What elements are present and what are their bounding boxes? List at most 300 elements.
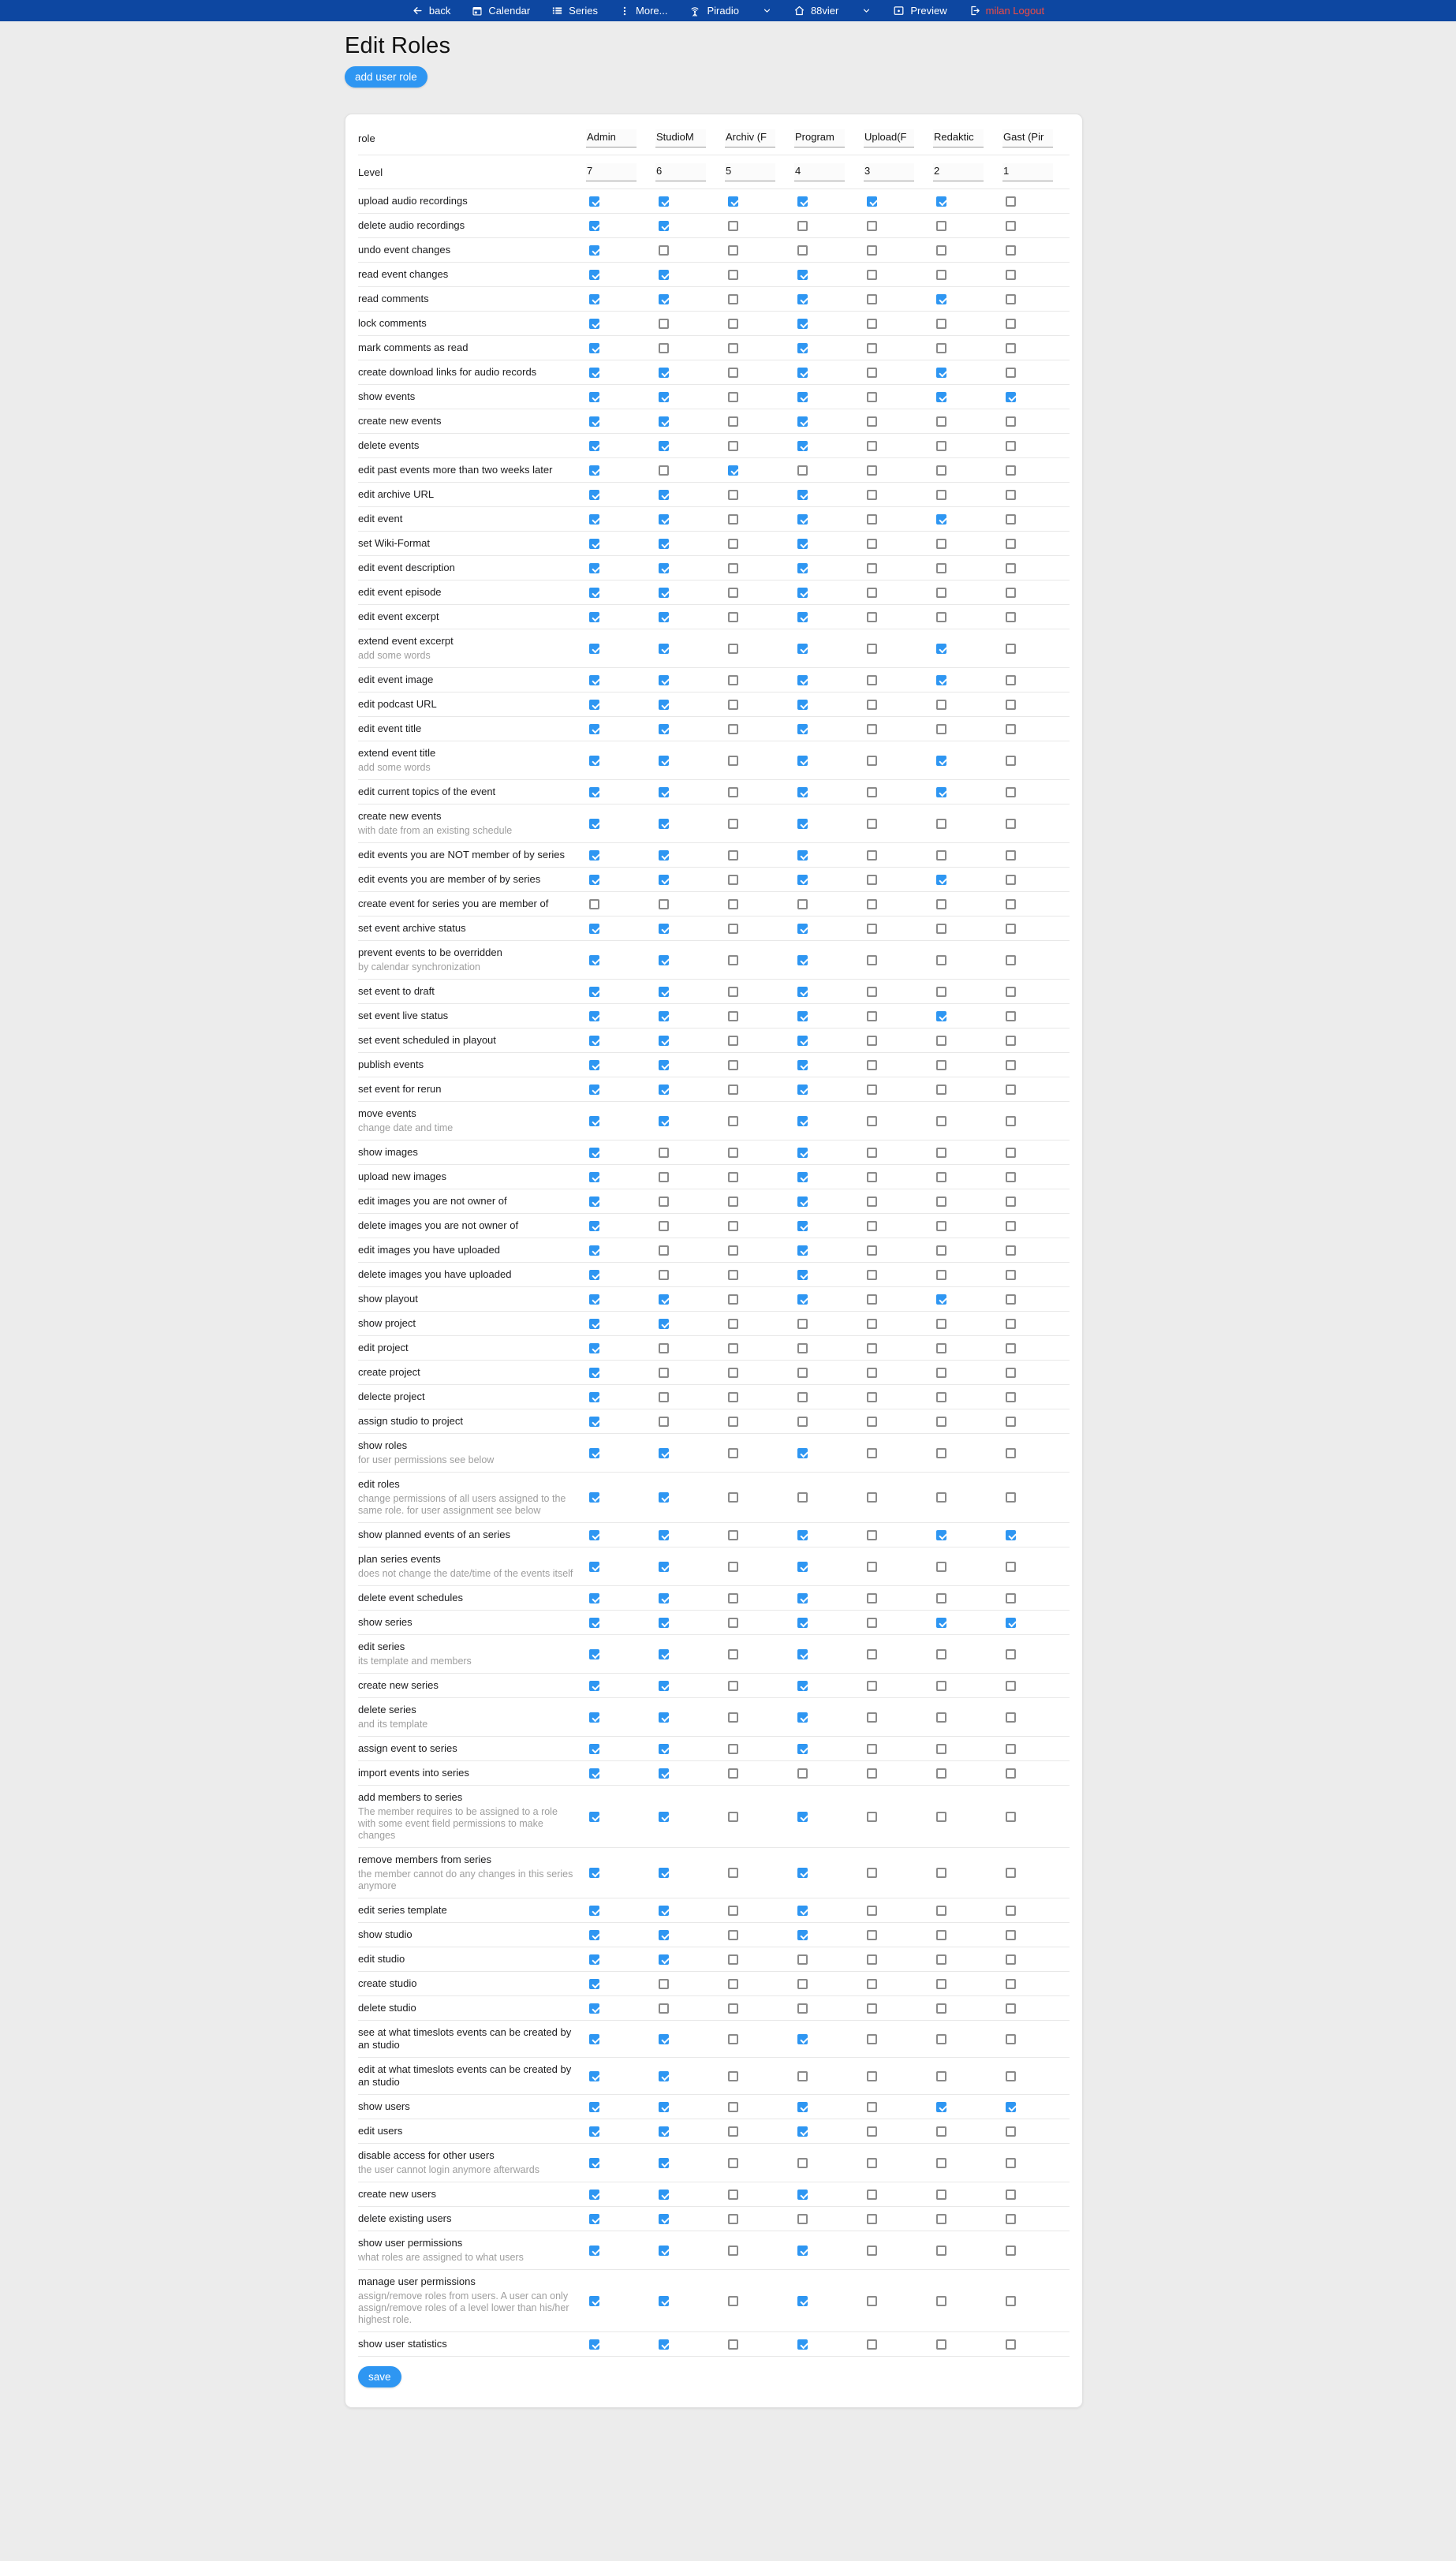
permission-checkbox-unchecked[interactable] <box>1006 1060 1016 1070</box>
permission-checkbox-checked[interactable] <box>797 563 808 573</box>
permission-checkbox-unchecked[interactable] <box>867 899 877 909</box>
permission-checkbox-unchecked[interactable] <box>1006 1712 1016 1723</box>
permission-checkbox-unchecked[interactable] <box>1006 1954 1016 1965</box>
permission-checkbox-unchecked[interactable] <box>867 2003 877 2014</box>
permission-checkbox-checked[interactable] <box>797 1593 808 1603</box>
permission-checkbox-checked[interactable] <box>659 539 669 549</box>
permission-checkbox-unchecked[interactable] <box>728 368 738 378</box>
role-level-input[interactable] <box>794 163 845 181</box>
permission-checkbox-unchecked[interactable] <box>1006 1036 1016 1046</box>
permission-checkbox-checked[interactable] <box>659 2034 669 2044</box>
permission-checkbox-unchecked[interactable] <box>728 2071 738 2081</box>
permission-checkbox-checked[interactable] <box>589 416 599 427</box>
permission-checkbox-unchecked[interactable] <box>1006 1906 1016 1916</box>
permission-checkbox-checked[interactable] <box>936 875 946 885</box>
permission-checkbox-unchecked[interactable] <box>728 1448 738 1458</box>
permission-checkbox-unchecked[interactable] <box>1006 465 1016 476</box>
permission-checkbox-unchecked[interactable] <box>728 1245 738 1256</box>
permission-checkbox-unchecked[interactable] <box>867 490 877 500</box>
permission-checkbox-unchecked[interactable] <box>797 245 808 256</box>
permission-checkbox-checked[interactable] <box>589 2102 599 2112</box>
permission-checkbox-checked[interactable] <box>589 196 599 207</box>
permission-checkbox-unchecked[interactable] <box>936 2034 946 2044</box>
permission-checkbox-checked[interactable] <box>589 1979 599 1989</box>
permission-checkbox-unchecked[interactable] <box>728 924 738 934</box>
permission-checkbox-checked[interactable] <box>659 1744 669 1754</box>
permission-checkbox-unchecked[interactable] <box>867 955 877 965</box>
permission-checkbox-unchecked[interactable] <box>1006 1744 1016 1754</box>
permission-checkbox-unchecked[interactable] <box>936 1392 946 1402</box>
permission-checkbox-checked[interactable] <box>797 1906 808 1916</box>
permission-checkbox-unchecked[interactable] <box>936 1036 946 1046</box>
permission-checkbox-checked[interactable] <box>936 1618 946 1628</box>
permission-checkbox-checked[interactable] <box>589 392 599 402</box>
permission-checkbox-unchecked[interactable] <box>867 1197 877 1207</box>
permission-checkbox-unchecked[interactable] <box>867 2190 877 2200</box>
permission-checkbox-checked[interactable] <box>797 787 808 797</box>
permission-checkbox-checked[interactable] <box>589 514 599 525</box>
permission-checkbox-unchecked[interactable] <box>867 368 877 378</box>
permission-checkbox-unchecked[interactable] <box>936 1954 946 1965</box>
permission-checkbox-unchecked[interactable] <box>1006 2126 1016 2137</box>
permission-checkbox-checked[interactable] <box>797 368 808 378</box>
permission-checkbox-unchecked[interactable] <box>797 2071 808 2081</box>
permission-checkbox-unchecked[interactable] <box>659 465 669 476</box>
permission-checkbox-unchecked[interactable] <box>867 1593 877 1603</box>
permission-checkbox-unchecked[interactable] <box>867 1116 877 1126</box>
permission-checkbox-checked[interactable] <box>659 1060 669 1070</box>
permission-checkbox-checked[interactable] <box>589 588 599 598</box>
permission-checkbox-unchecked[interactable] <box>936 924 946 934</box>
permission-checkbox-checked[interactable] <box>589 1593 599 1603</box>
permission-checkbox-unchecked[interactable] <box>797 221 808 231</box>
permission-checkbox-checked[interactable] <box>659 2102 669 2112</box>
permission-checkbox-unchecked[interactable] <box>1006 2339 1016 2350</box>
permission-checkbox-unchecked[interactable] <box>1006 343 1016 353</box>
permission-checkbox-unchecked[interactable] <box>867 1319 877 1329</box>
permission-checkbox-unchecked[interactable] <box>1006 2034 1016 2044</box>
permission-checkbox-checked[interactable] <box>659 2158 669 2168</box>
permission-checkbox-checked[interactable] <box>797 2296 808 2306</box>
permission-checkbox-unchecked[interactable] <box>728 1930 738 1940</box>
permission-checkbox-unchecked[interactable] <box>1006 955 1016 965</box>
permission-checkbox-checked[interactable] <box>797 1294 808 1305</box>
permission-checkbox-unchecked[interactable] <box>659 245 669 256</box>
permission-checkbox-checked[interactable] <box>589 1448 599 1458</box>
permission-checkbox-checked[interactable] <box>589 368 599 378</box>
permission-checkbox-checked[interactable] <box>589 1245 599 1256</box>
permission-checkbox-checked[interactable] <box>936 1294 946 1305</box>
permission-checkbox-checked[interactable] <box>797 644 808 654</box>
role-name-input[interactable] <box>1002 129 1053 147</box>
permission-checkbox-unchecked[interactable] <box>1006 987 1016 997</box>
permission-checkbox-unchecked[interactable] <box>936 1245 946 1256</box>
permission-checkbox-unchecked[interactable] <box>936 1906 946 1916</box>
permission-checkbox-checked[interactable] <box>589 2126 599 2137</box>
permission-checkbox-checked[interactable] <box>797 675 808 685</box>
permission-checkbox-unchecked[interactable] <box>728 2190 738 2200</box>
permission-checkbox-unchecked[interactable] <box>1006 1085 1016 1095</box>
permission-checkbox-unchecked[interactable] <box>936 612 946 622</box>
permission-checkbox-checked[interactable] <box>1006 1530 1016 1540</box>
permission-checkbox-checked[interactable] <box>589 1197 599 1207</box>
permission-checkbox-unchecked[interactable] <box>867 319 877 329</box>
permission-checkbox-unchecked[interactable] <box>936 2071 946 2081</box>
permission-checkbox-unchecked[interactable] <box>867 588 877 598</box>
permission-checkbox-unchecked[interactable] <box>728 1768 738 1779</box>
permission-checkbox-checked[interactable] <box>797 1148 808 1158</box>
permission-checkbox-unchecked[interactable] <box>867 343 877 353</box>
nav-piradio[interactable]: Piradio <box>689 5 738 17</box>
permission-checkbox-unchecked[interactable] <box>728 1712 738 1723</box>
permission-checkbox-unchecked[interactable] <box>728 490 738 500</box>
permission-checkbox-unchecked[interactable] <box>1006 1319 1016 1329</box>
permission-checkbox-unchecked[interactable] <box>867 1036 877 1046</box>
permission-checkbox-checked[interactable] <box>659 1319 669 1329</box>
permission-checkbox-unchecked[interactable] <box>1006 2003 1016 2014</box>
permission-checkbox-checked[interactable] <box>659 1812 669 1822</box>
permission-checkbox-unchecked[interactable] <box>659 1979 669 1989</box>
permission-checkbox-checked[interactable] <box>589 1649 599 1659</box>
permission-checkbox-unchecked[interactable] <box>867 1906 877 1916</box>
permission-checkbox-unchecked[interactable] <box>936 539 946 549</box>
permission-checkbox-checked[interactable] <box>659 1930 669 1940</box>
permission-checkbox-unchecked[interactable] <box>936 1148 946 1158</box>
permission-checkbox-unchecked[interactable] <box>728 1618 738 1628</box>
permission-checkbox-unchecked[interactable] <box>728 1116 738 1126</box>
permission-checkbox-checked[interactable] <box>589 1368 599 1378</box>
permission-checkbox-unchecked[interactable] <box>728 1530 738 1540</box>
permission-checkbox-checked[interactable] <box>589 612 599 622</box>
permission-checkbox-unchecked[interactable] <box>728 1343 738 1353</box>
permission-checkbox-unchecked[interactable] <box>728 644 738 654</box>
permission-checkbox-unchecked[interactable] <box>728 2126 738 2137</box>
permission-checkbox-unchecked[interactable] <box>867 1294 877 1305</box>
permission-checkbox-unchecked[interactable] <box>728 1417 738 1427</box>
permission-checkbox-unchecked[interactable] <box>867 1562 877 1572</box>
permission-checkbox-checked[interactable] <box>589 1270 599 1280</box>
permission-checkbox-checked[interactable] <box>659 1448 669 1458</box>
permission-checkbox-checked[interactable] <box>589 1618 599 1628</box>
permission-checkbox-checked[interactable] <box>589 2339 599 2350</box>
permission-checkbox-checked[interactable] <box>659 2071 669 2081</box>
nav-back[interactable]: back <box>412 5 450 17</box>
nav-calendar[interactable]: Calendar <box>472 5 530 17</box>
permission-checkbox-unchecked[interactable] <box>936 2339 946 2350</box>
permission-checkbox-unchecked[interactable] <box>1006 2246 1016 2256</box>
permission-checkbox-checked[interactable] <box>589 850 599 861</box>
permission-checkbox-unchecked[interactable] <box>1006 1172 1016 1182</box>
permission-checkbox-unchecked[interactable] <box>936 1221 946 1231</box>
permission-checkbox-unchecked[interactable] <box>1006 1392 1016 1402</box>
permission-checkbox-unchecked[interactable] <box>936 850 946 861</box>
permission-checkbox-unchecked[interactable] <box>1006 924 1016 934</box>
permission-checkbox-unchecked[interactable] <box>659 1245 669 1256</box>
permission-checkbox-unchecked[interactable] <box>936 2246 946 2256</box>
permission-checkbox-checked[interactable] <box>797 1649 808 1659</box>
permission-checkbox-unchecked[interactable] <box>1006 368 1016 378</box>
permission-checkbox-checked[interactable] <box>797 490 808 500</box>
permission-checkbox-unchecked[interactable] <box>1006 1270 1016 1280</box>
permission-checkbox-checked[interactable] <box>589 563 599 573</box>
permission-checkbox-checked[interactable] <box>589 987 599 997</box>
role-level-input[interactable] <box>655 163 706 181</box>
permission-checkbox-unchecked[interactable] <box>728 1906 738 1916</box>
permission-checkbox-checked[interactable] <box>659 368 669 378</box>
permission-checkbox-checked[interactable] <box>659 1562 669 1572</box>
permission-checkbox-unchecked[interactable] <box>936 1116 946 1126</box>
permission-checkbox-checked[interactable] <box>589 1812 599 1822</box>
permission-checkbox-unchecked[interactable] <box>728 1148 738 1158</box>
permission-checkbox-checked[interactable] <box>659 1085 669 1095</box>
permission-checkbox-unchecked[interactable] <box>867 2246 877 2256</box>
permission-checkbox-checked[interactable] <box>589 875 599 885</box>
permission-checkbox-unchecked[interactable] <box>936 343 946 353</box>
permission-checkbox-unchecked[interactable] <box>659 1270 669 1280</box>
permission-checkbox-unchecked[interactable] <box>1006 319 1016 329</box>
save-button[interactable]: save <box>358 2366 401 2387</box>
permission-checkbox-checked[interactable] <box>659 1530 669 1540</box>
permission-checkbox-unchecked[interactable] <box>728 2034 738 2044</box>
role-name-input[interactable] <box>864 129 914 147</box>
permission-checkbox-unchecked[interactable] <box>1006 1492 1016 1503</box>
permission-checkbox-checked[interactable] <box>589 1116 599 1126</box>
permission-checkbox-checked[interactable] <box>589 343 599 353</box>
permission-checkbox-checked[interactable] <box>659 1011 669 1021</box>
permission-checkbox-unchecked[interactable] <box>867 441 877 451</box>
permission-checkbox-unchecked[interactable] <box>1006 899 1016 909</box>
permission-checkbox-unchecked[interactable] <box>728 2339 738 2350</box>
permission-checkbox-unchecked[interactable] <box>728 1744 738 1754</box>
permission-checkbox-checked[interactable] <box>589 2296 599 2306</box>
permission-checkbox-checked[interactable] <box>589 675 599 685</box>
permission-checkbox-unchecked[interactable] <box>867 2034 877 2044</box>
permission-checkbox-unchecked[interactable] <box>936 416 946 427</box>
permission-checkbox-unchecked[interactable] <box>936 1812 946 1822</box>
permission-checkbox-unchecked[interactable] <box>1006 514 1016 525</box>
permission-checkbox-checked[interactable] <box>797 1085 808 1095</box>
permission-checkbox-checked[interactable] <box>797 819 808 829</box>
permission-checkbox-unchecked[interactable] <box>867 644 877 654</box>
permission-checkbox-checked[interactable] <box>589 1417 599 1427</box>
permission-checkbox-unchecked[interactable] <box>936 1197 946 1207</box>
permission-checkbox-checked[interactable] <box>936 196 946 207</box>
permission-checkbox-checked[interactable] <box>797 1868 808 1878</box>
permission-checkbox-checked[interactable] <box>589 490 599 500</box>
permission-checkbox-unchecked[interactable] <box>867 1530 877 1540</box>
permission-checkbox-checked[interactable] <box>589 245 599 256</box>
permission-checkbox-unchecked[interactable] <box>936 1085 946 1095</box>
permission-checkbox-unchecked[interactable] <box>728 1868 738 1878</box>
permission-checkbox-unchecked[interactable] <box>1006 245 1016 256</box>
permission-checkbox-checked[interactable] <box>589 700 599 710</box>
permission-checkbox-unchecked[interactable] <box>728 539 738 549</box>
permission-checkbox-checked[interactable] <box>659 644 669 654</box>
permission-checkbox-unchecked[interactable] <box>936 899 946 909</box>
permission-checkbox-unchecked[interactable] <box>797 1768 808 1779</box>
permission-checkbox-unchecked[interactable] <box>867 294 877 304</box>
permission-checkbox-unchecked[interactable] <box>728 987 738 997</box>
permission-checkbox-checked[interactable] <box>589 294 599 304</box>
permission-checkbox-checked[interactable] <box>797 270 808 280</box>
permission-checkbox-unchecked[interactable] <box>728 1197 738 1207</box>
permission-checkbox-unchecked[interactable] <box>867 563 877 573</box>
permission-checkbox-unchecked[interactable] <box>867 2126 877 2137</box>
permission-checkbox-unchecked[interactable] <box>728 2102 738 2112</box>
permission-checkbox-unchecked[interactable] <box>728 1172 738 1182</box>
permission-checkbox-unchecked[interactable] <box>1006 539 1016 549</box>
permission-checkbox-unchecked[interactable] <box>797 1979 808 1989</box>
permission-checkbox-checked[interactable] <box>797 1245 808 1256</box>
permission-checkbox-unchecked[interactable] <box>728 875 738 885</box>
permission-checkbox-unchecked[interactable] <box>659 1148 669 1158</box>
permission-checkbox-unchecked[interactable] <box>797 2003 808 2014</box>
permission-checkbox-unchecked[interactable] <box>728 441 738 451</box>
permission-checkbox-checked[interactable] <box>797 875 808 885</box>
permission-checkbox-checked[interactable] <box>659 700 669 710</box>
permission-checkbox-unchecked[interactable] <box>1006 1011 1016 1021</box>
permission-checkbox-checked[interactable] <box>589 465 599 476</box>
permission-checkbox-unchecked[interactable] <box>1006 1116 1016 1126</box>
permission-checkbox-unchecked[interactable] <box>867 1172 877 1182</box>
permission-checkbox-unchecked[interactable] <box>797 899 808 909</box>
permission-checkbox-unchecked[interactable] <box>936 1417 946 1427</box>
permission-checkbox-checked[interactable] <box>659 1492 669 1503</box>
permission-checkbox-unchecked[interactable] <box>728 588 738 598</box>
permission-checkbox-checked[interactable] <box>659 196 669 207</box>
permission-checkbox-checked[interactable] <box>797 1270 808 1280</box>
permission-checkbox-unchecked[interactable] <box>867 724 877 734</box>
permission-checkbox-unchecked[interactable] <box>867 850 877 861</box>
permission-checkbox-checked[interactable] <box>797 1197 808 1207</box>
permission-checkbox-checked[interactable] <box>797 724 808 734</box>
permission-checkbox-checked[interactable] <box>589 1744 599 1754</box>
permission-checkbox-unchecked[interactable] <box>867 2339 877 2350</box>
permission-checkbox-unchecked[interactable] <box>1006 563 1016 573</box>
permission-checkbox-unchecked[interactable] <box>936 1868 946 1878</box>
permission-checkbox-checked[interactable] <box>589 1392 599 1402</box>
permission-checkbox-checked[interactable] <box>797 441 808 451</box>
permission-checkbox-unchecked[interactable] <box>936 245 946 256</box>
permission-checkbox-checked[interactable] <box>589 787 599 797</box>
role-name-input[interactable] <box>655 129 706 147</box>
permission-checkbox-checked[interactable] <box>936 392 946 402</box>
permission-checkbox-unchecked[interactable] <box>867 1492 877 1503</box>
permission-checkbox-checked[interactable] <box>589 2158 599 2168</box>
permission-checkbox-checked[interactable] <box>797 1530 808 1540</box>
permission-checkbox-checked[interactable] <box>797 2102 808 2112</box>
permission-checkbox-checked[interactable] <box>797 514 808 525</box>
permission-checkbox-unchecked[interactable] <box>867 1011 877 1021</box>
role-name-input[interactable] <box>933 129 984 147</box>
permission-checkbox-unchecked[interactable] <box>1006 196 1016 207</box>
permission-checkbox-unchecked[interactable] <box>659 343 669 353</box>
permission-checkbox-unchecked[interactable] <box>936 1343 946 1353</box>
permission-checkbox-unchecked[interactable] <box>867 1649 877 1659</box>
permission-checkbox-checked[interactable] <box>797 850 808 861</box>
permission-checkbox-unchecked[interactable] <box>1006 1294 1016 1305</box>
permission-checkbox-checked[interactable] <box>659 787 669 797</box>
permission-checkbox-checked[interactable] <box>1006 2102 1016 2112</box>
permission-checkbox-checked[interactable] <box>589 2071 599 2081</box>
permission-checkbox-unchecked[interactable] <box>1006 756 1016 766</box>
permission-checkbox-unchecked[interactable] <box>728 392 738 402</box>
permission-checkbox-unchecked[interactable] <box>728 756 738 766</box>
permission-checkbox-unchecked[interactable] <box>867 2158 877 2168</box>
permission-checkbox-unchecked[interactable] <box>728 1368 738 1378</box>
permission-checkbox-unchecked[interactable] <box>867 1712 877 1723</box>
role-name-input[interactable] <box>725 129 775 147</box>
permission-checkbox-unchecked[interactable] <box>797 1343 808 1353</box>
permission-checkbox-checked[interactable] <box>659 955 669 965</box>
permission-checkbox-unchecked[interactable] <box>728 1270 738 1280</box>
permission-checkbox-checked[interactable] <box>936 1011 946 1021</box>
permission-checkbox-unchecked[interactable] <box>867 787 877 797</box>
permission-checkbox-unchecked[interactable] <box>1006 2071 1016 2081</box>
permission-checkbox-checked[interactable] <box>589 441 599 451</box>
permission-checkbox-unchecked[interactable] <box>867 514 877 525</box>
permission-checkbox-checked[interactable] <box>797 1930 808 1940</box>
permission-checkbox-unchecked[interactable] <box>867 1060 877 1070</box>
permission-checkbox-unchecked[interactable] <box>728 787 738 797</box>
permission-checkbox-unchecked[interactable] <box>1006 875 1016 885</box>
permission-checkbox-checked[interactable] <box>659 819 669 829</box>
permission-checkbox-checked[interactable] <box>797 700 808 710</box>
permission-checkbox-unchecked[interactable] <box>728 2158 738 2168</box>
permission-checkbox-checked[interactable] <box>659 1906 669 1916</box>
permission-checkbox-unchecked[interactable] <box>936 1172 946 1182</box>
permission-checkbox-unchecked[interactable] <box>728 221 738 231</box>
permission-checkbox-unchecked[interactable] <box>867 1417 877 1427</box>
permission-checkbox-checked[interactable] <box>936 787 946 797</box>
permission-checkbox-checked[interactable] <box>797 1618 808 1628</box>
permission-checkbox-unchecked[interactable] <box>936 2296 946 2306</box>
permission-checkbox-unchecked[interactable] <box>936 1649 946 1659</box>
station-dropdown-toggle[interactable] <box>861 6 872 16</box>
permission-checkbox-checked[interactable] <box>589 2034 599 2044</box>
permission-checkbox-checked[interactable] <box>659 924 669 934</box>
permission-checkbox-unchecked[interactable] <box>659 1343 669 1353</box>
permission-checkbox-unchecked[interactable] <box>867 924 877 934</box>
permission-checkbox-unchecked[interactable] <box>728 1060 738 1070</box>
permission-checkbox-unchecked[interactable] <box>728 675 738 685</box>
permission-checkbox-unchecked[interactable] <box>867 675 877 685</box>
piradio-dropdown-toggle[interactable] <box>762 6 772 16</box>
permission-checkbox-checked[interactable] <box>659 850 669 861</box>
permission-checkbox-unchecked[interactable] <box>936 1562 946 1572</box>
permission-checkbox-checked[interactable] <box>797 416 808 427</box>
permission-checkbox-checked[interactable] <box>797 1172 808 1182</box>
permission-checkbox-unchecked[interactable] <box>867 1148 877 1158</box>
permission-checkbox-unchecked[interactable] <box>936 1593 946 1603</box>
permission-checkbox-unchecked[interactable] <box>936 1319 946 1329</box>
permission-checkbox-checked[interactable] <box>659 294 669 304</box>
permission-checkbox-unchecked[interactable] <box>936 987 946 997</box>
permission-checkbox-unchecked[interactable] <box>867 221 877 231</box>
permission-checkbox-unchecked[interactable] <box>728 1221 738 1231</box>
permission-checkbox-unchecked[interactable] <box>728 319 738 329</box>
role-level-input[interactable] <box>586 163 637 181</box>
permission-checkbox-unchecked[interactable] <box>1006 644 1016 654</box>
permission-checkbox-checked[interactable] <box>797 756 808 766</box>
permission-checkbox-checked[interactable] <box>659 563 669 573</box>
permission-checkbox-unchecked[interactable] <box>728 1492 738 1503</box>
permission-checkbox-unchecked[interactable] <box>1006 1562 1016 1572</box>
permission-checkbox-unchecked[interactable] <box>728 343 738 353</box>
permission-checkbox-unchecked[interactable] <box>867 2296 877 2306</box>
permission-checkbox-checked[interactable] <box>589 1319 599 1329</box>
permission-checkbox-unchecked[interactable] <box>659 899 669 909</box>
